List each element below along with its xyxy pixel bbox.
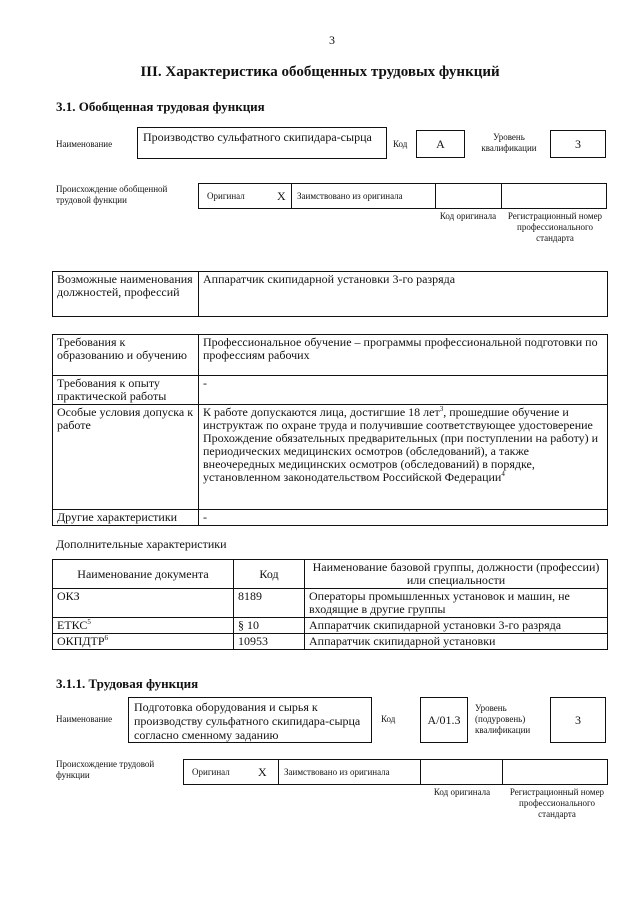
gtf-code-field: A — [416, 130, 465, 158]
table-row — [53, 634, 608, 650]
tf-original-mark: X — [258, 765, 267, 779]
table-row — [53, 335, 608, 376]
gtf-reg-number-caption: Регистрационный номер профессионального стандарта — [507, 211, 603, 243]
header-cell: Код — [234, 560, 305, 589]
req-text: Прохождение обязательных предварительных (при поступлении на работу) и периодических медицинских осмотров (обследований), а также внеочередных медицинских осмотров (обследований) в порядке, установленном законодательством Российской Федерации — [203, 431, 599, 484]
req-label: Особые условия допуска к работе — [53, 405, 199, 510]
name-cell: Аппаратчик скипидарной установки 3-го разряда — [305, 618, 608, 634]
footnote-ref: 5 — [87, 618, 91, 626]
additional-table — [52, 559, 608, 650]
req-text: , прошедшие обучение и инструктаж по охране труда и получившие соответствующее удостоверение — [203, 405, 593, 432]
req-value: - — [199, 510, 608, 526]
code-cell: 10953 — [234, 634, 305, 650]
tf-code-field: A/01.3 — [420, 697, 468, 743]
divider — [501, 184, 502, 208]
req-text: К работе допускаются лица, достигшие 18 лет — [203, 405, 440, 419]
gtf-origin-label: Происхождение обобщенной трудовой функции — [56, 184, 168, 205]
gtf-name-label: Наименование — [56, 139, 113, 149]
tf-origin-row — [183, 759, 608, 785]
footnote-ref: 4 — [501, 470, 505, 478]
footnote-ref: 3 — [439, 405, 444, 413]
table-row — [53, 376, 608, 405]
additional-caption: Дополнительные характеристики — [56, 537, 227, 551]
tf-level-field: 3 — [550, 697, 606, 743]
divider — [278, 760, 279, 784]
positions-label: Возможные наименования должностей, профессий — [53, 272, 199, 317]
tf-heading: 3.1.1. Трудовая функция — [56, 676, 199, 691]
gtf-borrowed-label: Заимствовано из оригинала — [297, 191, 403, 201]
header-cell: Наименование документа — [53, 560, 234, 589]
doc-name: ОКПДТР — [57, 634, 105, 648]
tf-name-label: Наименование — [56, 714, 113, 724]
table-row — [53, 589, 608, 618]
doc-cell — [53, 618, 234, 634]
gtf-name-field: Производство сульфатного скипидара-сырца — [137, 127, 387, 159]
table-row — [53, 618, 608, 634]
doc-cell — [53, 634, 234, 650]
divider — [420, 760, 421, 784]
doc-name: ЕТКС — [57, 618, 88, 632]
gtf-original-label: Оригинал — [207, 191, 245, 201]
tf-code-label: Код — [381, 714, 396, 724]
req-label: Требования к образованию и обучению — [53, 335, 199, 376]
gtf-level-label: Уровень квалификации — [481, 132, 537, 153]
tf-borrowed-label: Заимствовано из оригинала — [284, 767, 390, 777]
tf-origin-label: Происхождение трудовой функции — [56, 759, 155, 780]
page-number: 3 — [329, 33, 335, 47]
req-value: - — [199, 376, 608, 405]
name-cell: Аппаратчик скипидарной установки — [305, 634, 608, 650]
tf-name-field: Подготовка оборудования и сырья к производству сульфатного скипидара-сырца согласно сменному заданию — [128, 697, 372, 743]
gtf-code-label: Код — [393, 139, 408, 149]
table-row — [53, 510, 608, 526]
code-cell: § 10 — [234, 618, 305, 634]
header-cell: Наименование базовой группы, должности (профессии) или специальности — [305, 560, 608, 589]
positions-value: Аппаратчик скипидарной установки 3-го разряда — [199, 272, 608, 317]
positions-table — [52, 271, 608, 317]
gtf-origin-row — [198, 183, 607, 209]
req-label: Другие характеристики — [53, 510, 199, 526]
divider — [502, 760, 503, 784]
tf-orig-code-caption: Код оригинала — [433, 787, 491, 797]
tf-reg-number-caption: Регистрационный номер профессионального стандарта — [509, 787, 605, 819]
doc-cell: ОКЗ — [53, 589, 234, 618]
tf-original-label: Оригинал — [192, 767, 230, 777]
req-value — [199, 405, 608, 510]
table-header — [53, 560, 608, 589]
requirements-table — [52, 334, 608, 526]
req-label: Требования к опыту практической работы — [53, 376, 199, 405]
name-cell: Операторы промышленных установок и машин, не входящие в другие группы — [305, 589, 608, 618]
divider — [435, 184, 436, 208]
req-value: Профессиональное обучение – программы профессиональной подготовки по профессиям рабочих — [199, 335, 608, 376]
table-row — [53, 405, 608, 510]
gtf-level-field: 3 — [550, 130, 606, 158]
gtf-heading: 3.1. Обобщенная трудовая функция — [56, 99, 265, 114]
tf-level-label: Уровень (подуровень) квалификации — [475, 703, 531, 735]
gtf-original-mark: X — [277, 189, 286, 203]
section-title: III. Характеристика обобщенных трудовых функций — [140, 64, 500, 80]
divider — [291, 184, 292, 208]
code-cell: 8189 — [234, 589, 305, 618]
gtf-orig-code-caption: Код оригинала — [439, 211, 497, 221]
footnote-ref: 6 — [104, 634, 109, 642]
